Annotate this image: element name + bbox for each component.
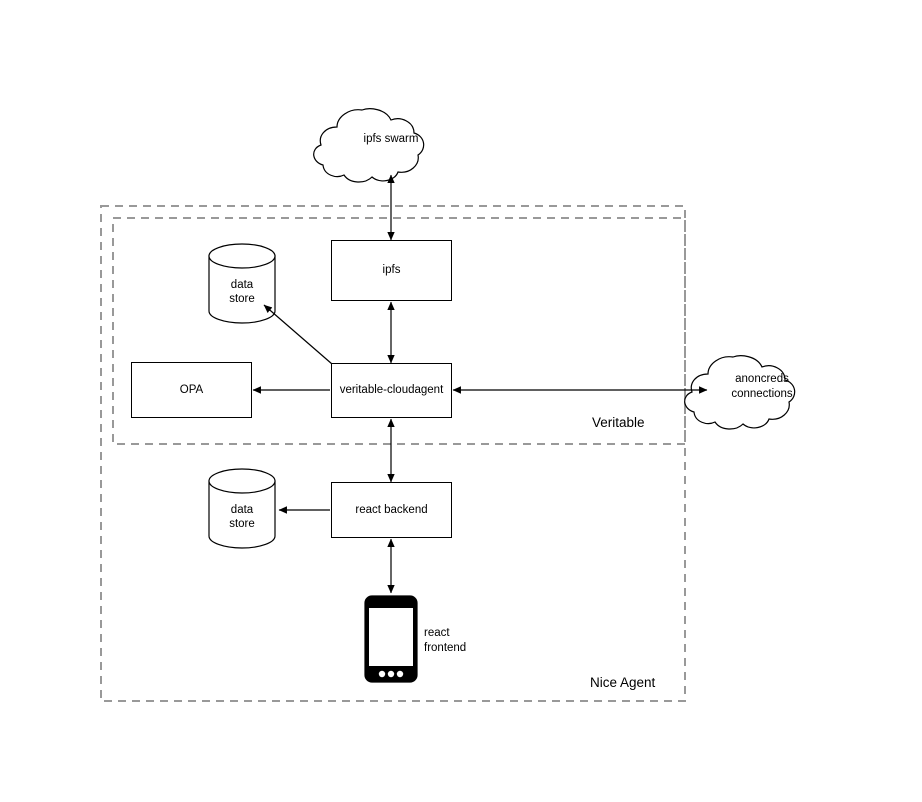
device-react-frontend [365,596,417,682]
group-label-veritable-text: Veritable [592,415,645,430]
edge-cloudagent-to-data-store-top [264,305,332,364]
node-ipfs[interactable] [331,240,452,301]
data-store-top-line1: data [230,279,254,291]
group-label-veritable [592,415,645,430]
label-react-frontend [424,626,466,656]
cylinder-data-store-bottom-label [207,503,277,532]
cylinder-data-store-top-label [207,278,277,307]
react-frontend-line1: react [424,627,450,639]
group-label-nice-agent-text: Nice Agent [590,675,656,690]
data-store-top-line2: store [229,293,255,306]
node-opa-label: OPA [179,383,204,396]
cloud-anoncreds-connections-label [692,372,832,402]
cloud-ipfs-swarm-text: ipfs swarm [363,133,419,145]
node-veritable-cloudagent[interactable] [331,363,452,418]
node-opa[interactable] [131,362,252,418]
cloud-ipfs-swarm-label [321,132,461,147]
data-store-bottom-line1: data [230,504,254,516]
node-react-backend[interactable] [331,482,452,538]
cloud-anoncreds-line1: anoncreds [735,373,789,385]
react-frontend-line2: frontend [424,641,467,654]
cloud-anoncreds-line2: connections [731,387,793,400]
group-label-nice-agent [590,675,655,690]
node-ipfs-label: ipfs [382,264,401,277]
node-react-backend-label: react backend [355,503,428,516]
node-veritable-cloudagent-label: veritable-cloudagent [339,384,444,397]
data-store-bottom-line2: store [229,518,255,531]
